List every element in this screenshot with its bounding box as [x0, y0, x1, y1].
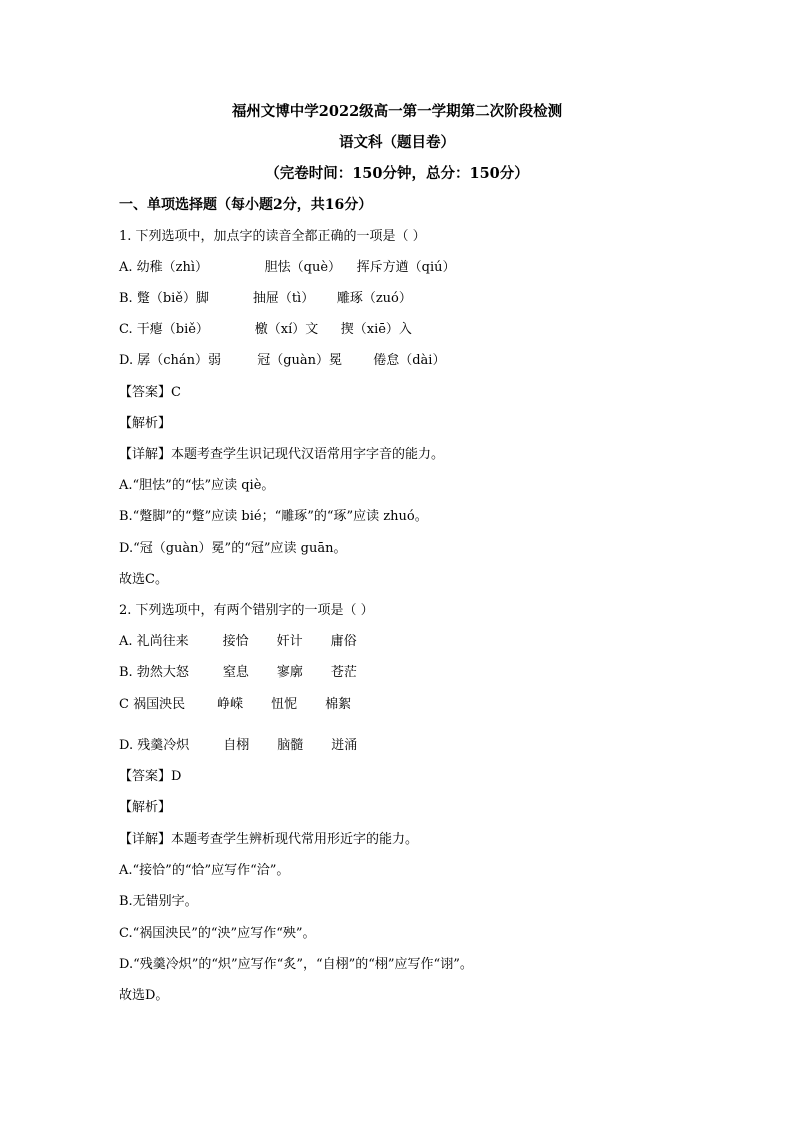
section-heading: 一、单项选择题（每小题2分，共16分） [119, 197, 373, 213]
option-item: 忸怩 [271, 697, 298, 712]
option-item: 檄（xí）文 [254, 322, 319, 337]
option-item: 迸涌 [331, 738, 358, 753]
option-item: 孱（chán）弱 [137, 353, 222, 368]
option-item: 挥斥方遒（qiú） [356, 260, 456, 275]
q1-analysis: 【解析】 [119, 416, 172, 431]
option-label: C. [119, 322, 137, 337]
option-item: 窒息 [222, 665, 249, 680]
option-item: 残羹冷炽 [137, 738, 190, 753]
exam-subject: 语文科（题目卷） [339, 134, 455, 151]
q2-analysis: 【解析】 [119, 800, 172, 815]
option-item: 庸俗 [330, 634, 357, 649]
q2-explanation: B.无错别字。 [119, 894, 198, 909]
option-item: 幼稚（zhì） [136, 260, 209, 275]
option-label: A. [119, 260, 137, 275]
option-item: 胆怯（què） [264, 260, 342, 275]
option-item: 抽屉（tì） [252, 291, 315, 306]
option-label: D. [119, 353, 138, 368]
option-item: 苍茫 [330, 665, 357, 680]
q1-option-c [119, 321, 412, 339]
option-label: B. [119, 665, 137, 680]
option-item: 冠（guàn）冕 [257, 353, 343, 368]
exam-time-info: （完卷时间：150分钟，总分：150分） [265, 165, 529, 182]
q2-option-b [119, 664, 357, 682]
q1-answer: 【答案】C [119, 385, 181, 400]
option-label: C [119, 697, 134, 712]
option-item: 礼尚往来 [136, 634, 189, 649]
q2-conclusion: 故选D。 [119, 988, 169, 1003]
q2-option-c [119, 696, 351, 714]
q1-explanation: B.“蹩脚”的“蹩”应读 bié；“雕琢”的“琢”应读 zhuó。 [119, 509, 428, 524]
q2-option-d [119, 737, 357, 755]
q2-explanation: A.“接恰”的“恰”应写作“洽”。 [119, 863, 290, 878]
q1-option-d [119, 352, 445, 370]
q1-explanation: A.“胆怯”的“怯”应读 qiè。 [119, 478, 275, 493]
q2-explanation: D.“残羹冷炽”的“炽”应写作“炙”，“自栩”的“栩”应写作“诩”。 [119, 957, 473, 972]
option-item: 倦怠（dài） [373, 353, 446, 368]
option-item: 揳（xiē）入 [340, 322, 412, 337]
q1-conclusion: 故选C。 [119, 572, 168, 587]
q1-explanation: D.“冠（guàn）冕”的“冠”应读 guān。 [119, 541, 347, 556]
exam-title: 福州文博中学2022级高一第一学期第二次阶段检测 [231, 103, 563, 120]
q2-explanation: C.“祸国泱民”的“泱”应写作“殃”。 [119, 926, 316, 941]
option-label: B. [119, 291, 137, 306]
q1-detail: 【详解】本题考查学生识记现代汉语常用字字音的能力。 [119, 447, 445, 462]
option-item: 干瘪（biě） [136, 322, 209, 337]
option-item: 接恰 [222, 634, 249, 649]
option-item: 雕琢（zuó） [336, 291, 412, 306]
option-item: 自栩 [223, 738, 250, 753]
q1-stem: 1. 下列选项中，加点字的读音全都正确的一项是（ ） [119, 229, 426, 244]
option-label: D. [119, 738, 138, 753]
q2-stem: 2. 下列选项中，有两个错别字的一项是（ ） [119, 603, 374, 618]
q1-option-b [119, 290, 412, 308]
option-item: 寥廓 [276, 665, 303, 680]
q2-detail: 【详解】本题考查学生辨析现代常用形近字的能力。 [119, 832, 419, 847]
option-item: 峥嵘 [217, 697, 244, 712]
option-item: 祸国泱民 [133, 697, 186, 712]
option-label: A. [119, 634, 137, 649]
option-item: 蹩（biě）脚 [136, 291, 210, 306]
q1-option-a [119, 259, 456, 277]
option-item: 勃然大怒 [136, 665, 189, 680]
q2-option-a [119, 633, 357, 651]
option-item: 奸计 [276, 634, 303, 649]
option-item: 棉絮 [325, 697, 352, 712]
option-item: 脑髓 [277, 738, 304, 753]
q2-answer: 【答案】D [119, 769, 182, 784]
